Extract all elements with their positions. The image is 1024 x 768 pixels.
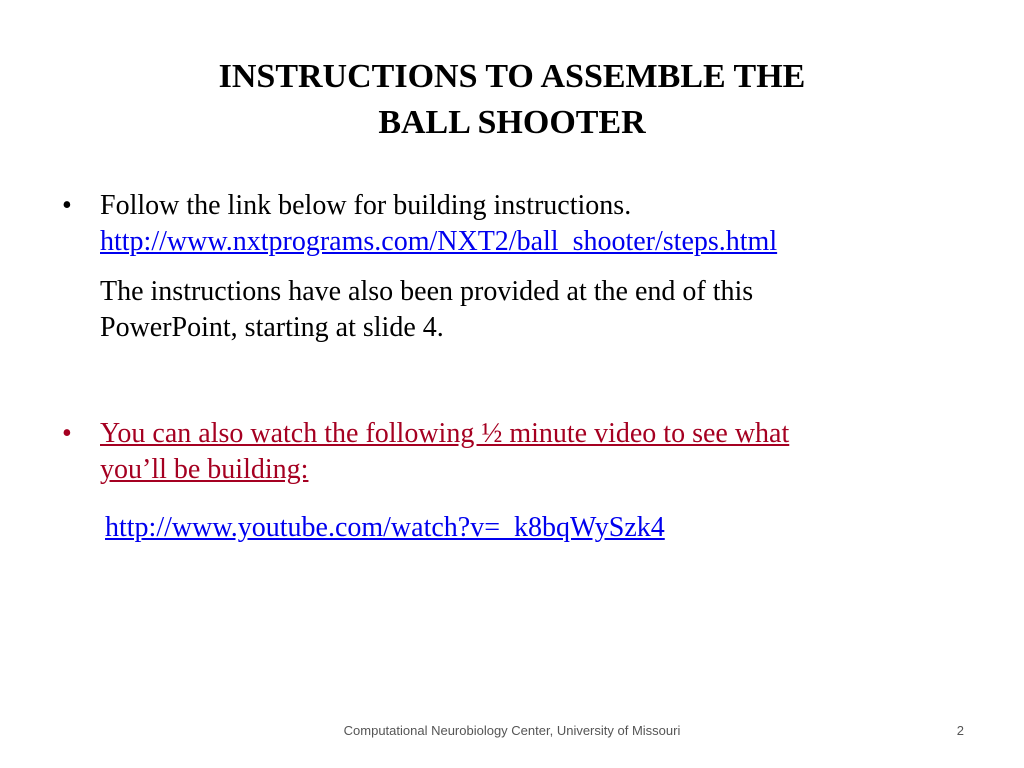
instructions-note-line-2: PowerPoint, starting at slide 4. [100, 312, 444, 343]
bullet-icon: • [62, 190, 72, 221]
slide-body [62, 188, 962, 488]
footer-text: Computational Neurobiology Center, University of Missouri [343, 723, 681, 738]
video-text-line-1[interactable]: You can also watch the following ½ minute video to see what [100, 418, 790, 449]
video-text-line-2[interactable]: you’ll be building: [100, 454, 309, 485]
bullet-text: Follow the link below for building instructions. [100, 190, 632, 221]
bullet-icon: • [62, 418, 72, 449]
bullet-item-building-instructions [62, 188, 962, 346]
video-text-line-2-wrap [100, 452, 962, 488]
slide-title-line-1: INSTRUCTIONS TO ASSEMBLE THE [218, 58, 806, 95]
instructions-note [100, 274, 962, 346]
slide-title-line-2: BALL SHOOTER [378, 104, 646, 141]
slide-title [80, 54, 944, 146]
bullet-item-video [62, 416, 962, 488]
page-number: 2 [956, 723, 964, 738]
instructions-note-line-1: The instructions have also been provided at the end of this [100, 276, 754, 307]
instructions-link[interactable]: http://www.nxtprograms.com/NXT2/ball_shooter/steps.html [100, 226, 778, 257]
video-link[interactable]: http://www.youtube.com/watch?v=_k8bqWySzk4 [105, 512, 665, 543]
